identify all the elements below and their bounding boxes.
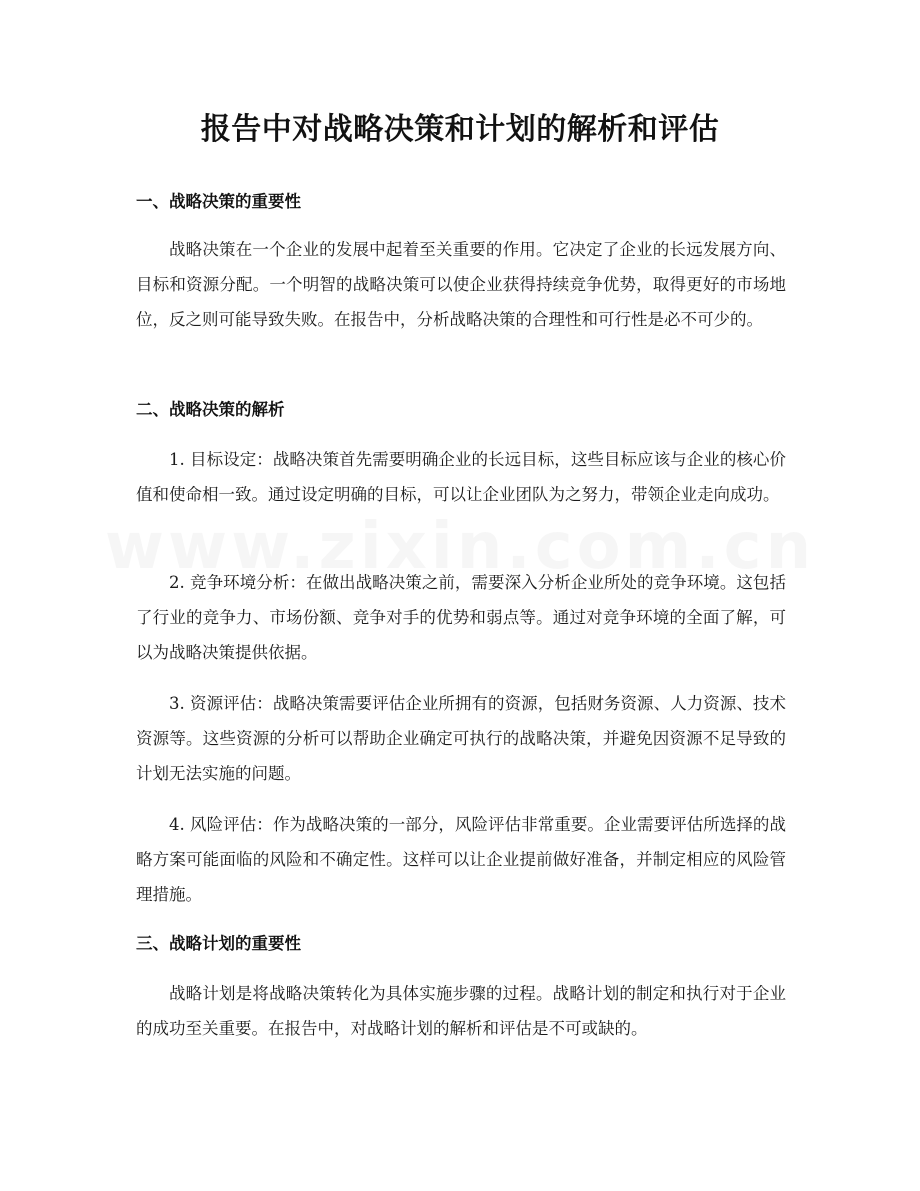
document-title: 报告中对战略决策和计划的解析和评估: [200, 112, 720, 147]
section-heading-2: 二、战略决策的解析: [136, 400, 285, 419]
section-2-paragraph-1: 1. 目标设定：战略决策首先需要明确企业的长远目标，这些目标应该与企业的核心价值和使命相一致。通过设定明确的目标，可以让企业团队为之努力，带领企业走向成功。: [136, 450, 786, 504]
section-2-paragraph-2: 2. 竞争环境分析：在做出战略决策之前，需要深入分析企业所处的竞争环境。这包括了行业的竞争力、市场份额、竞争对手的优势和弱点等。通过对竞争环境的全面了解，可以为战略决策提供依据。: [136, 573, 786, 662]
section-1-paragraph-1: 战略决策在一个企业的发展中起着至关重要的作用。它决定了企业的长远发展方向、目标和资源分配。一个明智的战略决策可以使企业获得持续竞争优势，取得更好的市场地位，反之则可能导致失败。在报告中，分析战略决策的合理性和可行性是必不可少的。: [136, 240, 786, 329]
section-heading-3: 三、战略计划的重要性: [136, 934, 301, 953]
section-3-paragraph-1: 战略计划是将战略决策转化为具体实施步骤的过程。战略计划的制定和执行对于企业的成功至关重要。在报告中，对战略计划的解析和评估是不可或缺的。: [136, 984, 786, 1038]
section-2-paragraph-3: 3. 资源评估：战略决策需要评估企业所拥有的资源，包括财务资源、人力资源、技术资源等。这些资源的分析可以帮助企业确定可执行的战略决策，并避免因资源不足导致的计划无法实施的问题。: [136, 694, 786, 783]
section-2-paragraph-4: 4. 风险评估：作为战略决策的一部分，风险评估非常重要。企业需要评估所选择的战略方案可能面临的风险和不确定性。这样可以让企业提前做好准备，并制定相应的风险管理措施。: [136, 815, 786, 904]
section-heading-1: 一、战略决策的重要性: [136, 192, 301, 211]
